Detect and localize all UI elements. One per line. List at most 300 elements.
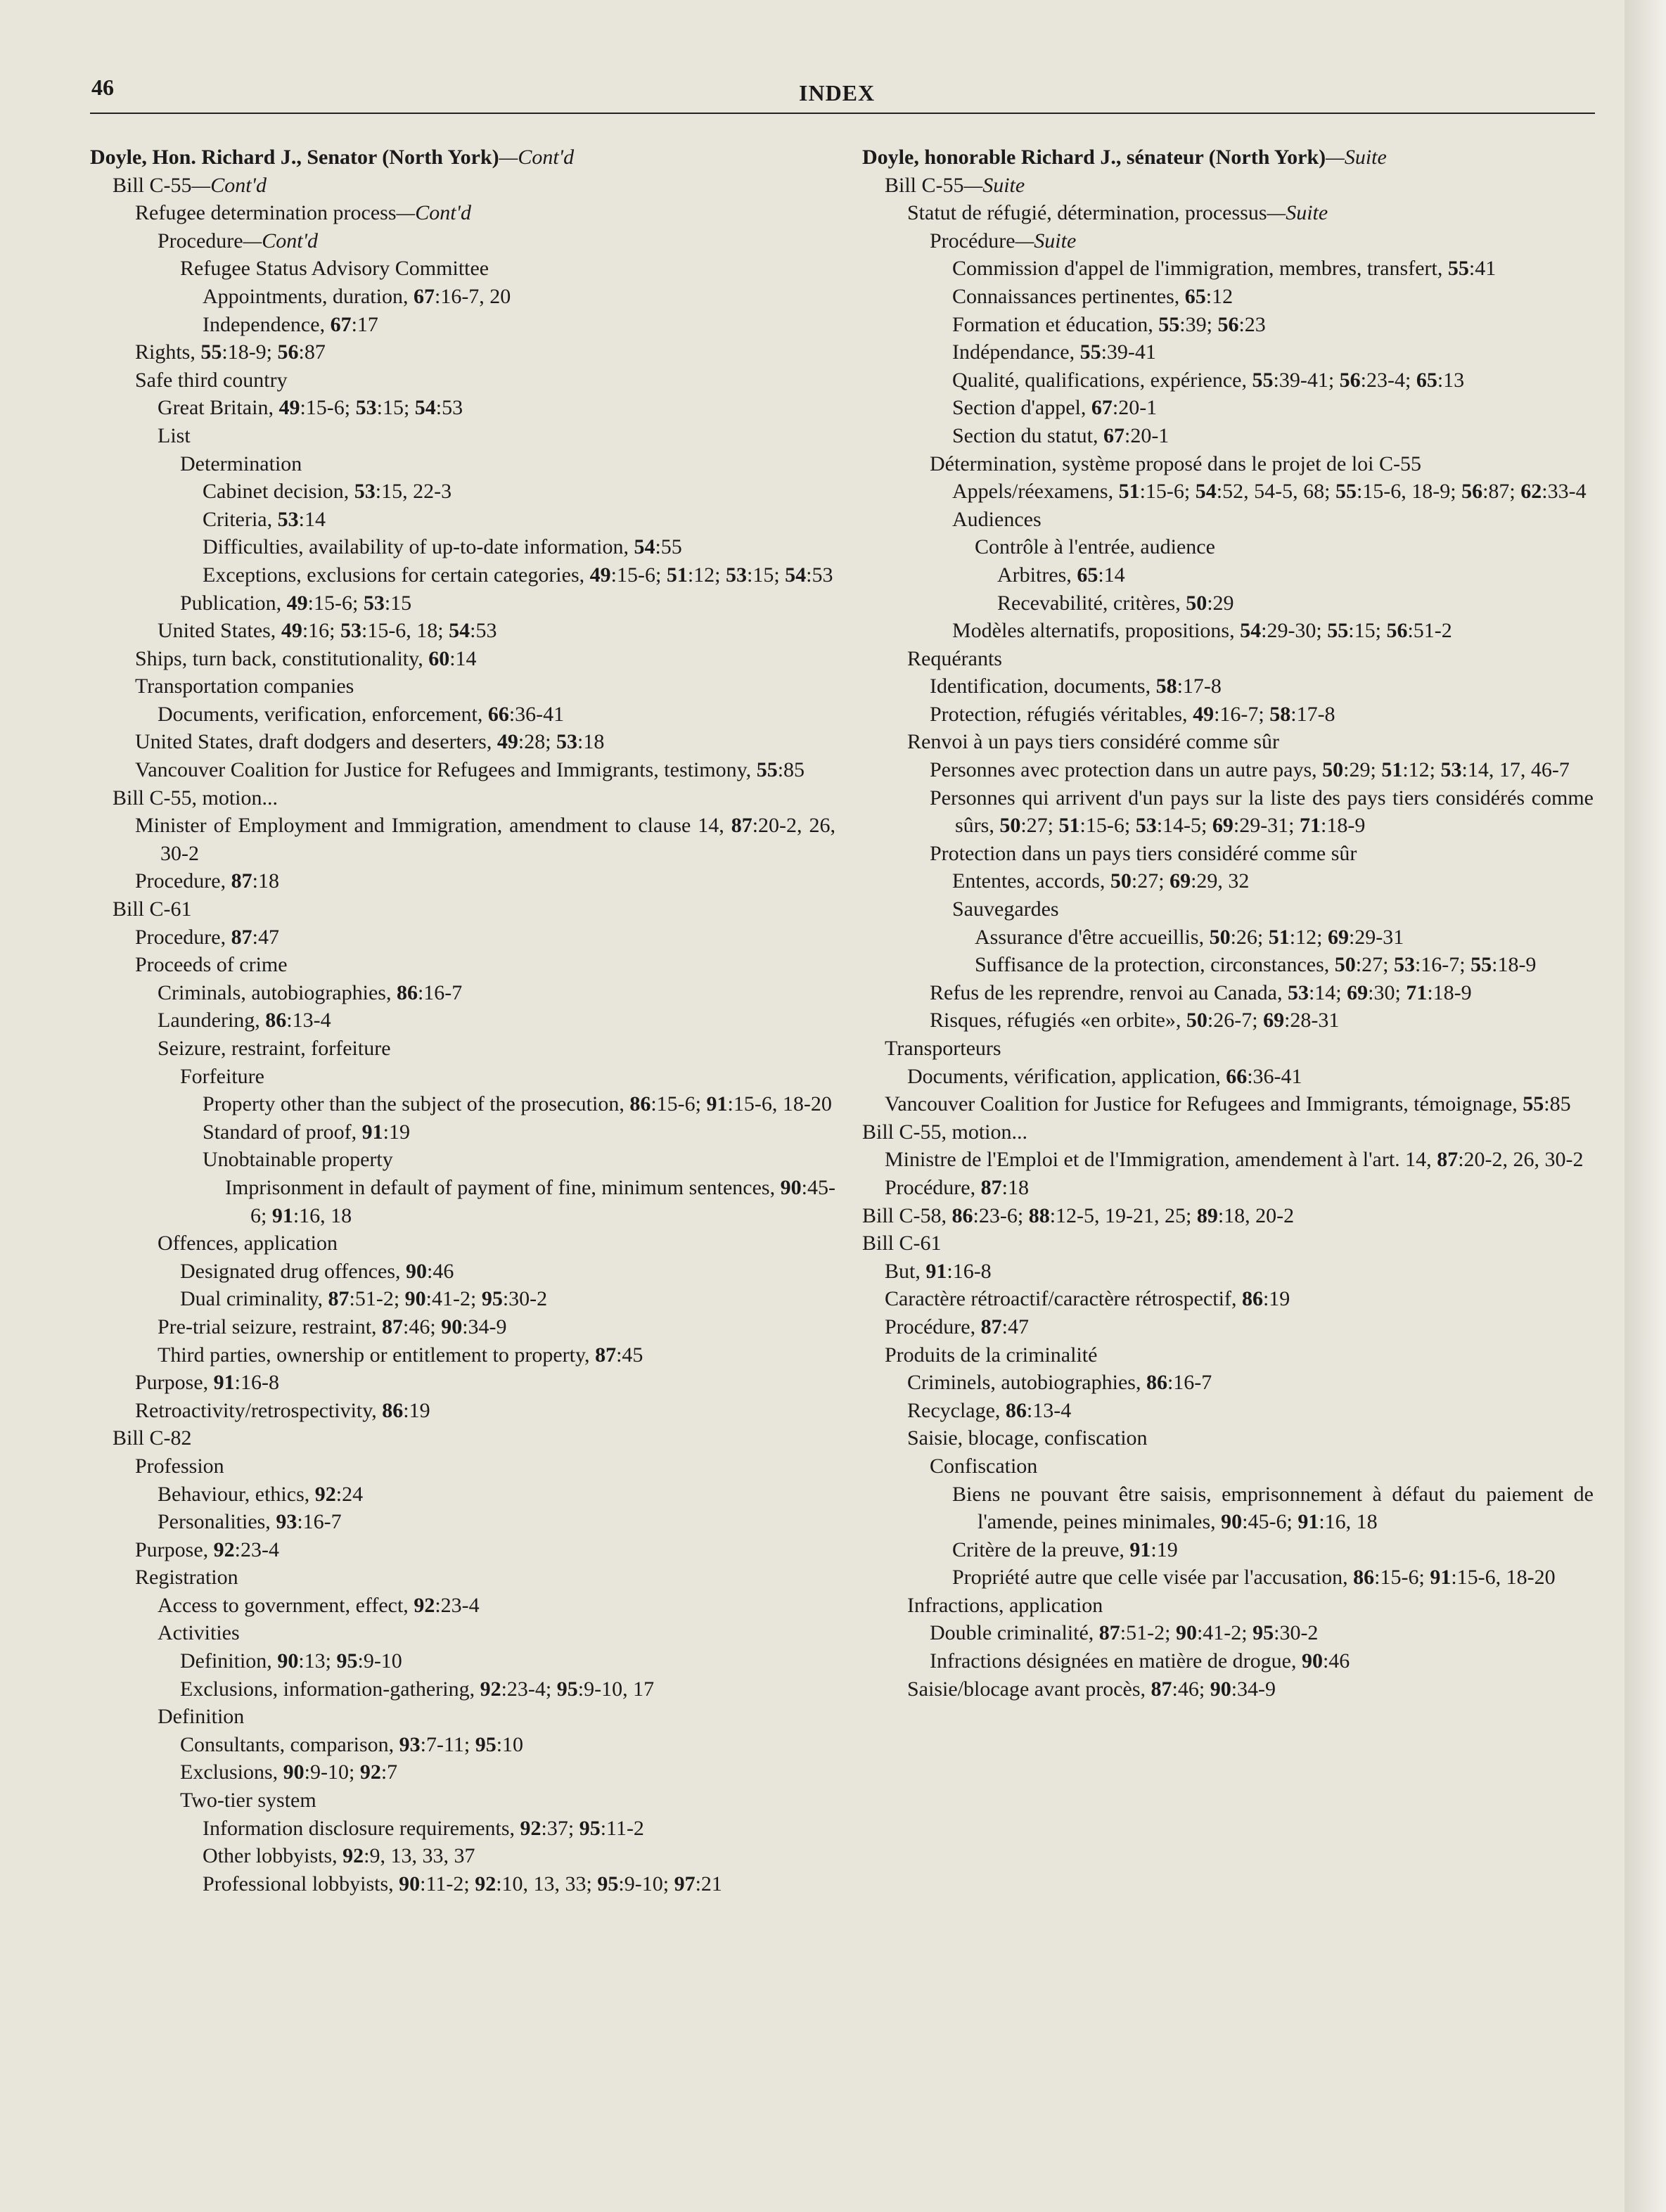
issue-number: 51 xyxy=(1058,814,1080,838)
entry-text: Modèles alternatifs, propositions, xyxy=(952,619,1241,643)
index-entry xyxy=(862,1619,1594,1647)
entry-text: :15-6; xyxy=(1374,1566,1430,1590)
entry-text: Qualité, qualifications, expérience, xyxy=(952,368,1252,392)
issue-number: 65 xyxy=(1077,563,1098,587)
entry-text: Forfeiture xyxy=(180,1064,264,1088)
issue-number: 49 xyxy=(286,591,308,615)
entry-text: Protection, réfugiés véritables, xyxy=(930,702,1193,726)
entry-text: :45-6; xyxy=(250,1175,835,1227)
index-entry xyxy=(90,1285,835,1313)
issue-number: 86 xyxy=(382,1398,404,1422)
issue-number: 53 xyxy=(1287,980,1309,1004)
entry-text: :15-6; xyxy=(307,591,364,615)
issue-number: 92 xyxy=(475,1872,496,1895)
index-entry xyxy=(862,1452,1594,1481)
issue-number: 90 xyxy=(1175,1621,1197,1645)
entry-text: Two-tier system xyxy=(180,1789,316,1813)
index-entry xyxy=(862,450,1594,478)
index-entry xyxy=(90,756,835,784)
index-entry xyxy=(862,701,1594,729)
entry-text: :16-7; xyxy=(1214,702,1270,726)
entry-text: Safe third country xyxy=(135,368,288,392)
issue-number: 95 xyxy=(336,1649,358,1673)
issue-number: 90 xyxy=(404,1287,426,1311)
entry-text: List xyxy=(158,423,191,447)
entry-text: Suffisance de la protection, circonstances, xyxy=(975,953,1335,977)
entry-text: :34-9 xyxy=(1231,1677,1276,1701)
entry-text: :12-5, 19-21, 25; xyxy=(1049,1203,1197,1227)
issue-number: 95 xyxy=(481,1287,503,1311)
entry-text: :51-2; xyxy=(349,1287,405,1311)
entry-text: Exclusions, xyxy=(180,1760,283,1784)
index-entry xyxy=(90,283,835,311)
issue-number: 49 xyxy=(589,563,611,587)
issue-number: 91 xyxy=(706,1092,728,1116)
entry-text: :55 xyxy=(655,535,682,559)
entry-text: Infractions désignées en matière de drogue, xyxy=(930,1649,1302,1673)
entry-text: Behaviour, ethics, xyxy=(158,1482,315,1506)
issue-number: 65 xyxy=(1184,284,1206,308)
issue-number: 49 xyxy=(278,396,300,420)
english-index-column xyxy=(90,143,835,1898)
index-entry xyxy=(90,1313,835,1341)
entry-text: :15, 22-3 xyxy=(375,480,452,504)
entry-text: Formation et éducation, xyxy=(952,312,1159,336)
entry-text: :19 xyxy=(383,1120,410,1144)
issue-number: 62 xyxy=(1520,480,1542,504)
entry-text: Refugee Status Advisory Committee xyxy=(180,257,489,281)
entry-text: Difficulties, availability of up-to-date information, xyxy=(203,535,634,559)
index-entry xyxy=(90,617,835,645)
issue-number: 53 xyxy=(1440,758,1462,782)
issue-number: 90 xyxy=(406,1259,428,1283)
issue-number: 49 xyxy=(496,730,518,754)
entry-text: :16-7, 20 xyxy=(434,284,511,308)
entry-text: :26; xyxy=(1230,925,1269,949)
index-entry xyxy=(862,172,1594,200)
entry-text: :87; xyxy=(1482,480,1521,504)
entry-text: :15-6, 18-9; xyxy=(1356,480,1462,504)
issue-number: 50 xyxy=(1186,1009,1207,1033)
entry-text: :87 xyxy=(298,340,326,364)
issue-number: 91 xyxy=(1129,1537,1151,1561)
issue-number: 54 xyxy=(1195,480,1217,504)
issue-number: 92 xyxy=(359,1760,381,1784)
entry-text: Procédure, xyxy=(885,1315,981,1338)
issue-number: 53 xyxy=(355,396,377,420)
entry-text: Saisie, blocage, confiscation xyxy=(907,1426,1148,1450)
issue-number: 54 xyxy=(414,396,436,420)
index-entry xyxy=(862,1258,1594,1286)
entry-text: Bill C-55 xyxy=(113,173,192,197)
entry-text: Refus de les reprendre, renvoi au Canada, xyxy=(930,980,1288,1004)
entry-text: :20-2, 26, 30-2 xyxy=(160,814,835,865)
issue-number: 53 xyxy=(1393,953,1415,977)
index-entry xyxy=(862,1035,1594,1063)
issue-number: 87 xyxy=(1437,1148,1459,1172)
entry-text: Definition, xyxy=(180,1649,278,1673)
index-entry xyxy=(90,1369,835,1397)
index-entry xyxy=(862,867,1594,895)
issue-number: 90 xyxy=(780,1175,802,1199)
index-entry xyxy=(90,1842,835,1870)
entry-text: Seizure, restraint, forfeiture xyxy=(158,1037,391,1060)
issue-number: 93 xyxy=(399,1732,421,1756)
entry-text: :12; xyxy=(687,563,726,587)
index-entry xyxy=(90,1341,835,1369)
index-entry xyxy=(862,1424,1594,1452)
issue-number: 67 xyxy=(330,312,352,336)
entry-text: Information disclosure requirements, xyxy=(203,1816,520,1840)
entry-text: Appels/réexamens, xyxy=(952,480,1119,504)
index-entry xyxy=(862,1229,1594,1258)
entry-text: —Suite xyxy=(1326,146,1387,169)
entry-text: :9-10; xyxy=(618,1872,674,1895)
index-entry xyxy=(862,1063,1594,1091)
entry-text: Ministre de l'Emploi et de l'Immigration, amendement à l'art. 14, xyxy=(885,1148,1437,1172)
entry-text: :13; xyxy=(298,1649,337,1673)
index-entry xyxy=(90,1397,835,1425)
index-entry xyxy=(862,756,1594,784)
index-entry xyxy=(862,1592,1594,1620)
entry-text: :36-41 xyxy=(508,702,565,726)
index-entry xyxy=(90,1619,835,1647)
entry-text: :29 xyxy=(1207,591,1234,615)
issue-number: 53 xyxy=(1135,814,1157,838)
issue-number: 91 xyxy=(213,1371,235,1395)
entry-text: Ships, turn back, constitutionality, xyxy=(135,646,429,670)
entry-text: :15-6, 18; xyxy=(361,619,449,643)
entry-text: :14 xyxy=(298,507,326,531)
entry-text: :10, 13, 33; xyxy=(496,1872,598,1895)
issue-number: 87 xyxy=(980,1315,1002,1338)
page-edge-shadow xyxy=(1625,0,1666,2212)
entry-text: :12; xyxy=(1289,925,1328,949)
entry-text: :7-11; xyxy=(420,1732,475,1756)
entry-text: :45-6; xyxy=(1242,1510,1298,1534)
issue-number: 90 xyxy=(283,1760,305,1784)
entry-text: Personnes qui arrivent d'un pays sur la liste des pays tiers considérés comme sûrs, xyxy=(930,786,1594,838)
index-entry xyxy=(862,1285,1594,1313)
issue-number: 92 xyxy=(213,1537,235,1561)
entry-text: :17 xyxy=(351,312,378,336)
entry-text: —Suite xyxy=(1267,201,1328,225)
entry-text: :23-4; xyxy=(1360,368,1416,392)
french-index-column xyxy=(862,143,1594,1703)
issue-number: 53 xyxy=(354,480,376,504)
index-entry xyxy=(90,1815,835,1843)
entry-text: :29-30; xyxy=(1261,619,1328,643)
entry-text: :27; xyxy=(1020,814,1059,838)
index-entry xyxy=(90,1229,835,1258)
issue-number: 95 xyxy=(556,1677,578,1701)
entry-text: :52, 54-5, 68; xyxy=(1216,480,1335,504)
index-entry xyxy=(862,506,1594,534)
issue-number: 95 xyxy=(475,1732,496,1756)
entry-text: :30-2 xyxy=(502,1287,548,1311)
issue-number: 55 xyxy=(200,340,222,364)
index-entry xyxy=(862,422,1594,450)
entry-text: Procedure, xyxy=(135,925,231,949)
issue-number: 90 xyxy=(1210,1677,1231,1701)
entry-text: Activities xyxy=(158,1621,240,1645)
index-entry xyxy=(90,1452,835,1481)
header-rule xyxy=(90,113,1595,114)
index-entry xyxy=(862,951,1594,979)
issue-number: 67 xyxy=(1103,423,1124,447)
entry-text: Bill C-55, motion... xyxy=(862,1120,1028,1144)
entry-text: :21 xyxy=(695,1872,722,1895)
index-entry xyxy=(862,1481,1594,1536)
entry-text: Commission d'appel de l'immigration, membres, transfert, xyxy=(952,257,1448,281)
entry-text: :47 xyxy=(252,925,279,949)
entry-text: :23 xyxy=(1238,312,1266,336)
issue-number: 66 xyxy=(1226,1064,1248,1088)
issue-number: 92 xyxy=(520,1816,542,1840)
entry-text: Independence, xyxy=(203,312,331,336)
issue-number: 91 xyxy=(925,1259,947,1283)
index-entry xyxy=(862,533,1594,561)
entry-text: :14 xyxy=(449,646,477,670)
index-entry xyxy=(862,1564,1594,1592)
index-entry xyxy=(862,1369,1594,1397)
entry-text: Produits de la criminalité xyxy=(885,1343,1098,1367)
issue-number: 92 xyxy=(342,1844,364,1868)
entry-text: :19 xyxy=(1262,1287,1290,1311)
entry-text: United States, xyxy=(158,619,281,643)
issue-number: 55 xyxy=(1079,340,1101,364)
entry-text: :27; xyxy=(1131,869,1170,893)
index-entry xyxy=(862,1202,1594,1230)
entry-text: Procédure xyxy=(930,229,1015,252)
entry-text: Personnes avec protection dans un autre pays, xyxy=(930,758,1323,782)
index-entry xyxy=(90,561,835,589)
entry-text: :11-2; xyxy=(420,1872,475,1895)
issue-number: 86 xyxy=(1241,1287,1263,1311)
issue-number: 86 xyxy=(265,1009,287,1033)
index-entry xyxy=(862,1090,1594,1118)
entry-text: Professional lobbyists, xyxy=(203,1872,399,1895)
index-entry xyxy=(862,227,1594,255)
entry-text: :17-8 xyxy=(1290,702,1335,726)
index-entry xyxy=(862,394,1594,422)
index-entry xyxy=(90,1786,835,1815)
entry-text: :16, 18 xyxy=(1319,1510,1378,1534)
entry-text: :15 xyxy=(384,591,412,615)
issue-number: 95 xyxy=(579,1816,601,1840)
index-entry xyxy=(90,1146,835,1174)
index-entry xyxy=(90,672,835,701)
entry-text: Laundering, xyxy=(158,1009,266,1033)
entry-text: :29-31 xyxy=(1348,925,1404,949)
entry-text: :18 xyxy=(577,730,605,754)
issue-number: 60 xyxy=(428,646,450,670)
index-entry xyxy=(90,1174,835,1229)
issue-number: 69 xyxy=(1212,814,1234,838)
issue-number: 51 xyxy=(1268,925,1290,949)
entry-text: :18-9 xyxy=(1427,980,1472,1004)
entry-text: :15-6, 18-20 xyxy=(1451,1566,1556,1590)
index-entry xyxy=(862,283,1594,311)
entry-text: :24 xyxy=(335,1482,364,1506)
index-entry xyxy=(90,366,835,395)
entry-text: :85 xyxy=(1544,1092,1571,1116)
entry-text: :23-4 xyxy=(435,1593,480,1617)
entry-text: :20-2, 26, 30-2 xyxy=(1458,1148,1584,1172)
index-entry xyxy=(90,506,835,534)
entry-text: :10 xyxy=(496,1732,524,1756)
issue-number: 56 xyxy=(1217,312,1239,336)
entry-text: Criminals, autobiographies, xyxy=(158,980,397,1004)
entry-text: :37; xyxy=(541,1816,579,1840)
issue-number: 87 xyxy=(231,869,252,893)
issue-number: 86 xyxy=(1005,1398,1027,1422)
entry-text: :16-7 xyxy=(1167,1371,1212,1395)
issue-number: 55 xyxy=(1335,480,1357,504)
entry-text: :27; xyxy=(1355,953,1394,977)
issue-number: 50 xyxy=(1334,953,1356,977)
issue-number: 90 xyxy=(1221,1510,1243,1534)
issue-number: 90 xyxy=(441,1315,463,1338)
index-entry xyxy=(90,1647,835,1675)
index-entry xyxy=(862,1675,1594,1703)
entry-text: :46 xyxy=(427,1259,454,1283)
issue-number: 95 xyxy=(597,1872,619,1895)
entry-text: :19 xyxy=(1151,1537,1178,1561)
entry-text: :13-4 xyxy=(286,1009,331,1033)
entry-text: Publication, xyxy=(180,591,287,615)
index-entry xyxy=(862,199,1594,227)
entry-text: Recevabilité, critères, xyxy=(997,591,1186,615)
index-entry xyxy=(862,338,1594,366)
index-entry xyxy=(90,1090,835,1118)
entry-text: Procédure, xyxy=(885,1175,981,1199)
issue-number: 69 xyxy=(1347,980,1369,1004)
issue-number: 55 xyxy=(1327,619,1349,643)
entry-text: —Cont'd xyxy=(243,229,319,252)
entry-text: Refugee determination process xyxy=(135,201,397,225)
entry-text: :15-6; xyxy=(1139,480,1196,504)
entry-text: :36-41 xyxy=(1247,1064,1302,1088)
entry-text: :13-4 xyxy=(1026,1398,1072,1422)
entry-text: :39; xyxy=(1179,312,1218,336)
entry-text: Access to government, effect, xyxy=(158,1593,414,1617)
index-entry xyxy=(862,561,1594,589)
entry-text: Exclusions, information-gathering, xyxy=(180,1677,480,1701)
entry-text: :16-7 xyxy=(417,980,463,1004)
index-entry xyxy=(862,1174,1594,1202)
entry-text: Minister of Employment and Immigration, amendment to clause 14, xyxy=(135,814,731,838)
entry-text: :16-7 xyxy=(297,1510,342,1534)
issue-number: 95 xyxy=(1252,1621,1274,1645)
entry-text: —Cont'd xyxy=(499,146,575,169)
index-entry xyxy=(90,1536,835,1564)
issue-number: 90 xyxy=(277,1649,299,1673)
index-entry xyxy=(90,1118,835,1146)
index-entry xyxy=(90,1258,835,1286)
entry-text: :29; xyxy=(1343,758,1382,782)
entry-text: :23-6; xyxy=(973,1203,1029,1227)
entry-text: —Cont'd xyxy=(191,173,267,197)
issue-number: 51 xyxy=(1118,480,1140,504)
entry-text: Documents, verification, enforcement, xyxy=(158,702,488,726)
entry-text: :41-2; xyxy=(425,1287,482,1311)
issue-number: 49 xyxy=(281,619,302,643)
issue-number: 55 xyxy=(756,758,778,782)
issue-number: 50 xyxy=(1209,925,1231,949)
index-entry xyxy=(862,728,1594,756)
entry-text: —Suite xyxy=(963,173,1025,197)
entry-text: :51-2 xyxy=(1407,619,1452,643)
issue-number: Doyle, honorable Richard J., sénateur (North York) xyxy=(862,146,1326,169)
index-entry xyxy=(90,311,835,339)
issue-number: 51 xyxy=(666,563,688,587)
issue-number: 90 xyxy=(1301,1649,1323,1673)
issue-number: 53 xyxy=(725,563,747,587)
issue-number: 50 xyxy=(1186,591,1207,615)
issue-number: 87 xyxy=(231,925,252,949)
entry-text: Unobtainable property xyxy=(203,1148,393,1172)
index-entry xyxy=(90,728,835,756)
issue-number: 50 xyxy=(999,814,1021,838)
entry-text: Section du statut, xyxy=(952,423,1103,447)
entry-text: Double criminalité, xyxy=(930,1621,1099,1645)
entry-text: :16-8 xyxy=(234,1371,279,1395)
entry-text: Infractions, application xyxy=(907,1593,1103,1617)
issue-number: 58 xyxy=(1155,675,1177,698)
entry-text: :53 xyxy=(806,563,833,587)
issue-number: 69 xyxy=(1263,1009,1285,1033)
entry-text: Profession xyxy=(135,1454,224,1478)
entry-text: Determination xyxy=(180,452,302,475)
index-entry xyxy=(862,478,1594,506)
index-entry xyxy=(90,1481,835,1509)
entry-text: Transporteurs xyxy=(885,1037,1001,1060)
issue-number: 66 xyxy=(487,702,509,726)
index-entry xyxy=(90,533,835,561)
issue-number: Doyle, Hon. Richard J., Senator (North York) xyxy=(90,146,499,169)
entry-text: But, xyxy=(885,1259,926,1283)
entry-text: Propriété autre que celle visée par l'accusation, xyxy=(952,1566,1354,1590)
issue-number: 51 xyxy=(1381,758,1403,782)
entry-text: Saisie/blocage avant procès, xyxy=(907,1677,1151,1701)
entry-text: :20-1 xyxy=(1112,396,1158,420)
index-entry xyxy=(862,1647,1594,1675)
index-entry xyxy=(862,1536,1594,1564)
entry-text: Bill C-55 xyxy=(885,173,964,197)
entry-text: Dual criminality, xyxy=(180,1287,328,1311)
issue-number: 54 xyxy=(785,563,807,587)
entry-text: :15-6; xyxy=(610,563,667,587)
index-entry xyxy=(90,1870,835,1898)
index-entry xyxy=(862,1313,1594,1341)
entry-text: Personalities, xyxy=(158,1510,276,1534)
issue-number: 71 xyxy=(1406,980,1428,1004)
entry-text: :15-6; xyxy=(1079,814,1136,838)
entry-text: Appointments, duration, xyxy=(203,284,414,308)
entry-text: :18 xyxy=(1001,1175,1029,1199)
index-entry xyxy=(90,1731,835,1759)
index-entry xyxy=(862,366,1594,395)
entry-text: Vancouver Coalition for Justice for Refugees and Immigrants, testimony, xyxy=(135,758,757,782)
entry-text: Recyclage, xyxy=(907,1398,1006,1422)
issue-number: 55 xyxy=(1447,257,1469,281)
entry-text: :18-9; xyxy=(222,340,278,364)
entry-text: :19 xyxy=(403,1398,430,1422)
entry-text: Protection dans un pays tiers considéré comme sûr xyxy=(930,841,1357,865)
index-entry xyxy=(90,1424,835,1452)
issue-number: 87 xyxy=(731,814,752,838)
